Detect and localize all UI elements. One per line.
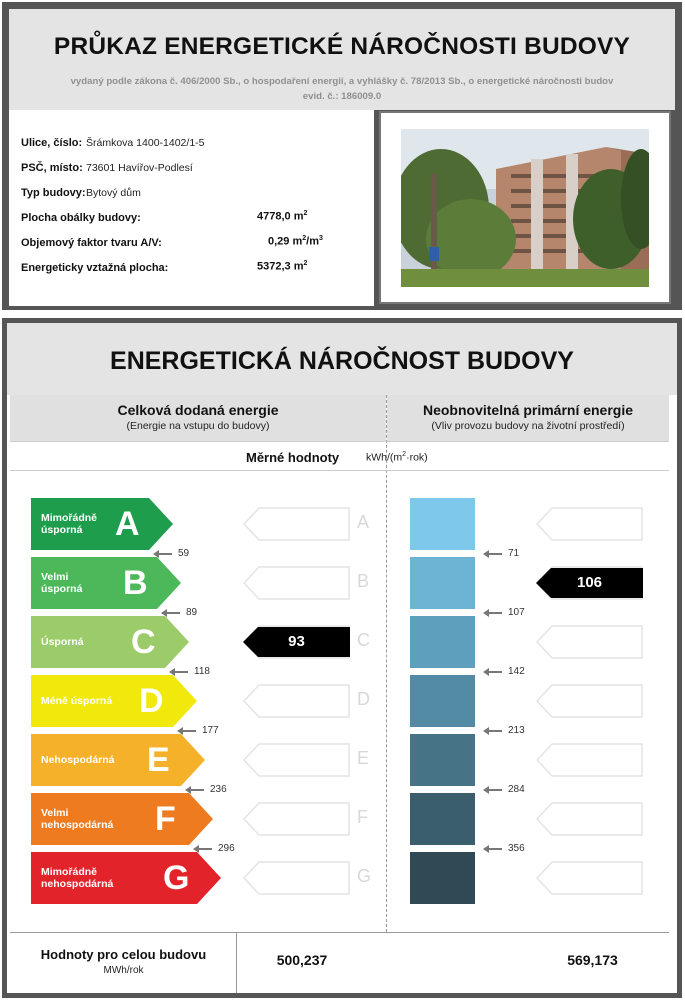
shape-factor-label: Objemový faktor tvaru A/V:: [21, 237, 162, 249]
primary-class-block: [410, 616, 475, 668]
primary-class-block: [410, 734, 475, 786]
class-name-g: Mimořádně nehospodárná: [41, 866, 114, 890]
threshold-arrow-icon: [193, 845, 213, 853]
energy-section-title: ENERGETICKÁ NÁROČNOST BUDOVY: [110, 347, 574, 375]
class-name-b: Velmi úsporná: [41, 571, 83, 595]
primary-class-block: [410, 852, 475, 904]
ghost-class-letter: F: [357, 807, 368, 827]
threshold-arrow-icon: [483, 786, 503, 794]
class-arrow-b: [31, 557, 181, 609]
class-letter-d: D: [139, 682, 164, 720]
reference-area-label: Energeticky vztažná plocha:: [21, 262, 169, 274]
street-value: Šrámkova 1400-1402/1-5: [86, 137, 205, 149]
primary-threshold-value: 71: [508, 548, 520, 559]
zip-label: PSČ, místo:: [21, 162, 83, 174]
threshold-arrow-icon: [483, 550, 503, 558]
delivered-energy-marker: [243, 627, 350, 657]
class-name-c: Úsporná: [41, 636, 84, 648]
delivered-threshold-value: 236: [210, 784, 227, 795]
ghost-class-letter: C: [357, 630, 370, 650]
delivered-energy-marker-value: 93: [288, 633, 305, 650]
threshold-arrow-icon: [161, 609, 181, 617]
class-name-d: Méně úsporná: [41, 695, 113, 707]
class-arrow-f: [31, 793, 213, 845]
delivered-threshold-value: 118: [194, 666, 210, 677]
ghost-class-letter: E: [357, 748, 370, 768]
delivered-threshold-value: 89: [186, 607, 198, 618]
delivered-threshold-value: 296: [218, 843, 235, 854]
empty-marker-outline: [243, 802, 351, 836]
class-arrow-g: [31, 852, 221, 904]
primary-threshold-value: 356: [508, 843, 525, 854]
empty-marker-outline: [536, 507, 644, 541]
reference-area-value: 5372,3 $m^2$: [257, 260, 308, 273]
legal-basis-text: vydaný podle zákona č. 406/2000 Sb., o hospodaření energií, a vyhlášky č. 78/2013 Sb., o energetické náročnosti budov: [70, 76, 614, 87]
envelope-area-label: Plocha obálky budovy:: [21, 212, 141, 224]
primary-energy-title: Neobnovitelná primární energie: [422, 402, 634, 418]
threshold-arrow-icon: [483, 845, 503, 853]
empty-marker-outline: [243, 861, 351, 895]
threshold-arrow-icon: [177, 727, 197, 735]
class-name-e: Nehospodárná: [41, 754, 115, 766]
empty-marker-outline: [536, 802, 644, 836]
primary-class-block: [410, 498, 475, 550]
primary-energy-marker-value: 106: [576, 574, 603, 591]
empty-marker-outline: [243, 507, 351, 541]
primary-threshold-value: 213: [508, 725, 525, 736]
building-type-value: Bytový dům: [86, 187, 141, 199]
certificate-title: PRŮKAZ ENERGETICKÉ NÁROČNOSTI BUDOVY: [53, 33, 631, 60]
delivered-energy-total: 500,237: [276, 952, 328, 968]
zip-value: 73601 Havířov-Podlesí: [86, 162, 193, 174]
primary-energy-subtitle: (Vliv provozu budovy na životní prostředí): [431, 420, 625, 432]
delivered-threshold-value: 59: [178, 548, 190, 559]
class-arrow-c: [31, 616, 189, 668]
delivered-threshold-value: 177: [202, 725, 219, 736]
ghost-class-letter: B: [357, 571, 370, 591]
threshold-arrow-icon: [185, 786, 205, 794]
evidence-number: evid. č.: 186009.0: [302, 91, 382, 102]
ghost-class-letter: D: [357, 689, 370, 709]
building-type-label: Typ budovy:: [21, 187, 86, 199]
threshold-arrow-icon: [483, 668, 503, 676]
envelope-area-value: 4778,0 $m^2$: [257, 210, 308, 223]
threshold-arrow-icon: [483, 727, 503, 735]
class-name-f: Velmi nehospodárná: [41, 807, 114, 831]
threshold-arrow-icon: [169, 668, 189, 676]
class-arrow-e: [31, 734, 205, 786]
delivered-energy-title: Celková dodaná energie: [117, 402, 279, 418]
primary-energy-total: 569,173: [567, 952, 618, 968]
class-letter-b: B: [123, 564, 148, 602]
specific-values-label: Měrné hodnoty: [246, 450, 340, 465]
threshold-arrow-icon: [153, 550, 173, 558]
whole-building-values-label: [10, 933, 237, 993]
primary-class-block: [410, 557, 475, 609]
primary-class-block: [410, 675, 475, 727]
primary-class-block: [410, 793, 475, 845]
primary-energy-marker: [536, 568, 643, 598]
class-letter-e: E: [147, 741, 170, 779]
class-letter-a: A: [115, 505, 140, 543]
empty-marker-outline: [243, 566, 351, 600]
whole-building-title: Hodnoty pro celou budovu: [40, 947, 207, 962]
class-letter-c: C: [131, 623, 156, 661]
primary-threshold-value: 107: [508, 607, 525, 618]
shape-factor-value: 0,29 $m^2/m^3$: [268, 235, 323, 248]
empty-marker-outline: [243, 684, 351, 718]
empty-marker-outline: [536, 743, 644, 777]
empty-marker-outline: [536, 625, 644, 659]
class-letter-f: F: [155, 800, 176, 838]
class-letter-g: G: [163, 859, 190, 897]
primary-threshold-value: 284: [508, 784, 525, 795]
threshold-arrow-icon: [483, 609, 503, 617]
empty-marker-outline: [536, 861, 644, 895]
specific-values-unit: kWh/$(m^2\cdot rok)$: [366, 451, 428, 464]
class-name-a: Mimořádně úsporná: [41, 512, 98, 536]
class-arrow-a: [31, 498, 173, 550]
whole-building-unit: MWh/rok: [103, 965, 144, 976]
street-label: Ulice, číslo:: [21, 137, 83, 149]
empty-marker-outline: [536, 684, 644, 718]
empty-marker-outline: [243, 743, 351, 777]
primary-threshold-value: 142: [508, 666, 525, 677]
delivered-energy-subtitle: (Energie na vstupu do budovy): [126, 420, 270, 432]
ghost-class-letter: G: [357, 866, 372, 886]
ghost-class-letter: A: [357, 512, 370, 532]
class-arrow-d: [31, 675, 197, 727]
